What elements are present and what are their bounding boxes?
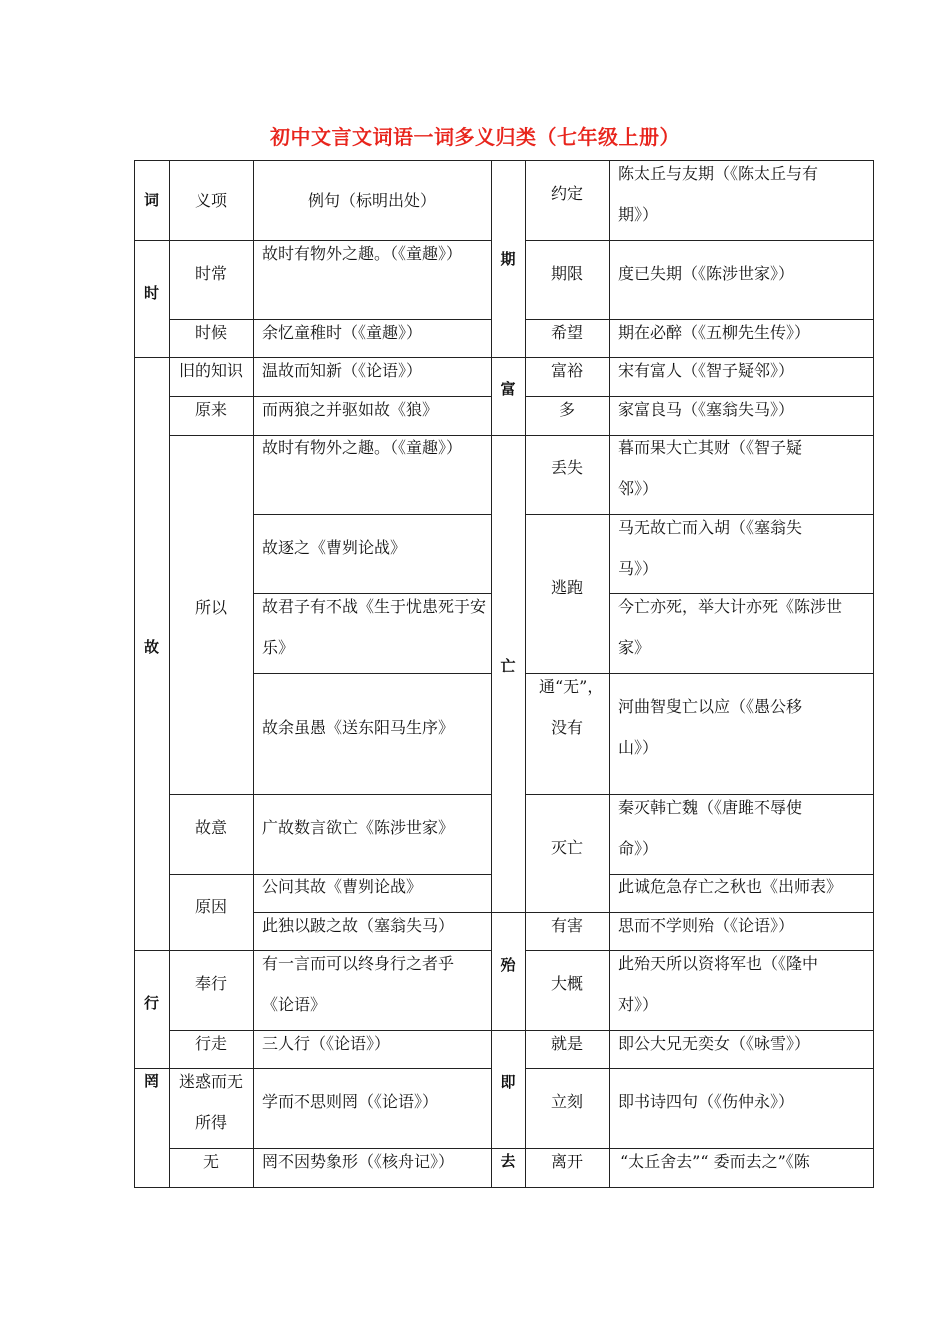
example-cell: 温故而知新（《论语》） (262, 361, 423, 380)
example-cell: “太丘舍去”“ 委而去之”《陈 (620, 1152, 810, 1171)
example-cell: 故君子有不战《生于忧患死于安乐》 (262, 597, 487, 657)
header-word: 词 (143, 191, 159, 209)
meaning-cell: 故意 (194, 818, 227, 837)
example-cell: 宋有富人（《智子疑邻》） (618, 361, 795, 380)
example-cell: 学而不思则罔（《论语》） (262, 1092, 439, 1111)
example-cell: 广故数言欲亡《陈涉世家》 (262, 818, 455, 837)
meaning-cell: 灭亡 (550, 838, 583, 857)
word-gu: 故 (143, 638, 159, 656)
word-qi: 期 (500, 250, 516, 268)
meaning-cell: 约定 (550, 184, 583, 203)
page-title: 初中文言文词语一词多义归类（七年级上册） (270, 125, 680, 149)
meaning-cell: 就是 (550, 1034, 583, 1053)
example-cell: 即书诗四句（《伤仲永》） (618, 1092, 795, 1111)
meaning-cell: 希望 (550, 323, 583, 342)
example-cell: 即公大兄无奕女（《咏雪》） (618, 1034, 811, 1053)
row-line (169, 794, 491, 795)
example-cell: 故时有物外之趣。（《童趣》） (262, 438, 463, 457)
example-cell: 期在必醉（《五柳先生传》） (618, 323, 811, 342)
meaning-cell: 旧的知识 (178, 361, 243, 380)
word-qu: 去 (500, 1152, 516, 1170)
example-cell: 三人行（《论语》） (262, 1034, 391, 1053)
meaning-cell: 大概 (550, 974, 583, 993)
word-dai: 殆 (500, 956, 516, 974)
meaning-cell: 富裕 (550, 361, 583, 380)
meaning-cell: 原来 (194, 400, 227, 419)
example-cell: 此诚危急存亡之秋也《出师表》 (618, 877, 843, 896)
meaning-cell: 奉行 (194, 974, 227, 993)
word-xing: 行 (143, 994, 159, 1012)
example-cell: 此独以跛之故（塞翁失马） (262, 916, 455, 935)
header-example: 例句（标明出处） (307, 191, 436, 210)
example-cell: 罔不因势象形（《核舟记》） (262, 1152, 455, 1171)
meaning-cell: 逃跑 (550, 578, 583, 597)
table-border-right (873, 160, 874, 1187)
meaning-cell: 丢失 (550, 458, 583, 477)
example-cell: 秦灭韩亡魏（《唐雎不辱使命》） (618, 798, 803, 858)
header-meaning: 义项 (194, 191, 227, 210)
word-shi: 时 (143, 284, 159, 302)
word-wang-left: 罔 (143, 1072, 159, 1090)
meaning-cell: 多 (558, 400, 575, 419)
meaning-cell: 无 (202, 1152, 219, 1171)
meaning-cell: 通“无”，没有 (539, 677, 604, 737)
row-line (253, 673, 491, 674)
meaning-cell: 离开 (550, 1152, 583, 1171)
word-ji: 即 (500, 1073, 516, 1091)
example-cell: 家富良马（《塞翁失马》） (618, 400, 795, 419)
meaning-cell: 行走 (194, 1034, 227, 1053)
meaning-cell: 原因 (194, 897, 227, 916)
meaning-cell: 有害 (550, 916, 583, 935)
word-wang-right: 亡 (500, 657, 516, 675)
meaning-cell: 所以 (194, 598, 227, 617)
row-line (525, 240, 873, 241)
word-fu: 富 (500, 380, 516, 398)
meaning-cell: 时常 (194, 264, 227, 283)
example-cell: 陈太丘与友期（《陈太丘与有期》） (618, 164, 819, 224)
meaning-cell: 时候 (194, 323, 227, 342)
meaning-cell: 期限 (550, 264, 583, 283)
example-cell: 思而不学则殆（《论语》） (618, 916, 795, 935)
example-cell: 故余虽愚《送东阳马生序》 (262, 718, 455, 737)
example-cell: 今亡亦死，举大计亦死《陈涉世家》 (618, 597, 843, 657)
example-cell: 故时有物外之趣。（《童趣》） (262, 244, 463, 263)
example-cell: 而两狼之并驱如故《狼》 (262, 400, 439, 419)
example-cell: 有一言而可以终身行之者乎《论语》 (262, 954, 455, 1014)
meaning-cell: 迷惑而无所得 (178, 1072, 243, 1132)
example-cell: 河曲智叟亡以应（《愚公移山》） (618, 697, 803, 757)
example-cell: 公问其故《曹刿论战》 (262, 877, 423, 896)
row-line (253, 514, 491, 515)
example-cell: 故逐之《曹刿论战》 (262, 538, 407, 557)
example-cell: 暮而果大亡其财（《智子疑邻》） (618, 438, 803, 498)
table-border-left (134, 160, 135, 1187)
meaning-cell: 立刻 (550, 1092, 583, 1111)
example-cell: 此殆天所以资将军也（《隆中对》） (618, 954, 819, 1014)
table-border-bottom (134, 1187, 874, 1188)
row-line (525, 1068, 873, 1069)
example-cell: 度已失期（《陈涉世家》） (618, 264, 795, 283)
example-cell: 余忆童稚时（《童趣》） (262, 323, 423, 342)
example-cell: 马无故亡而入胡（《塞翁失马》） (618, 518, 803, 578)
